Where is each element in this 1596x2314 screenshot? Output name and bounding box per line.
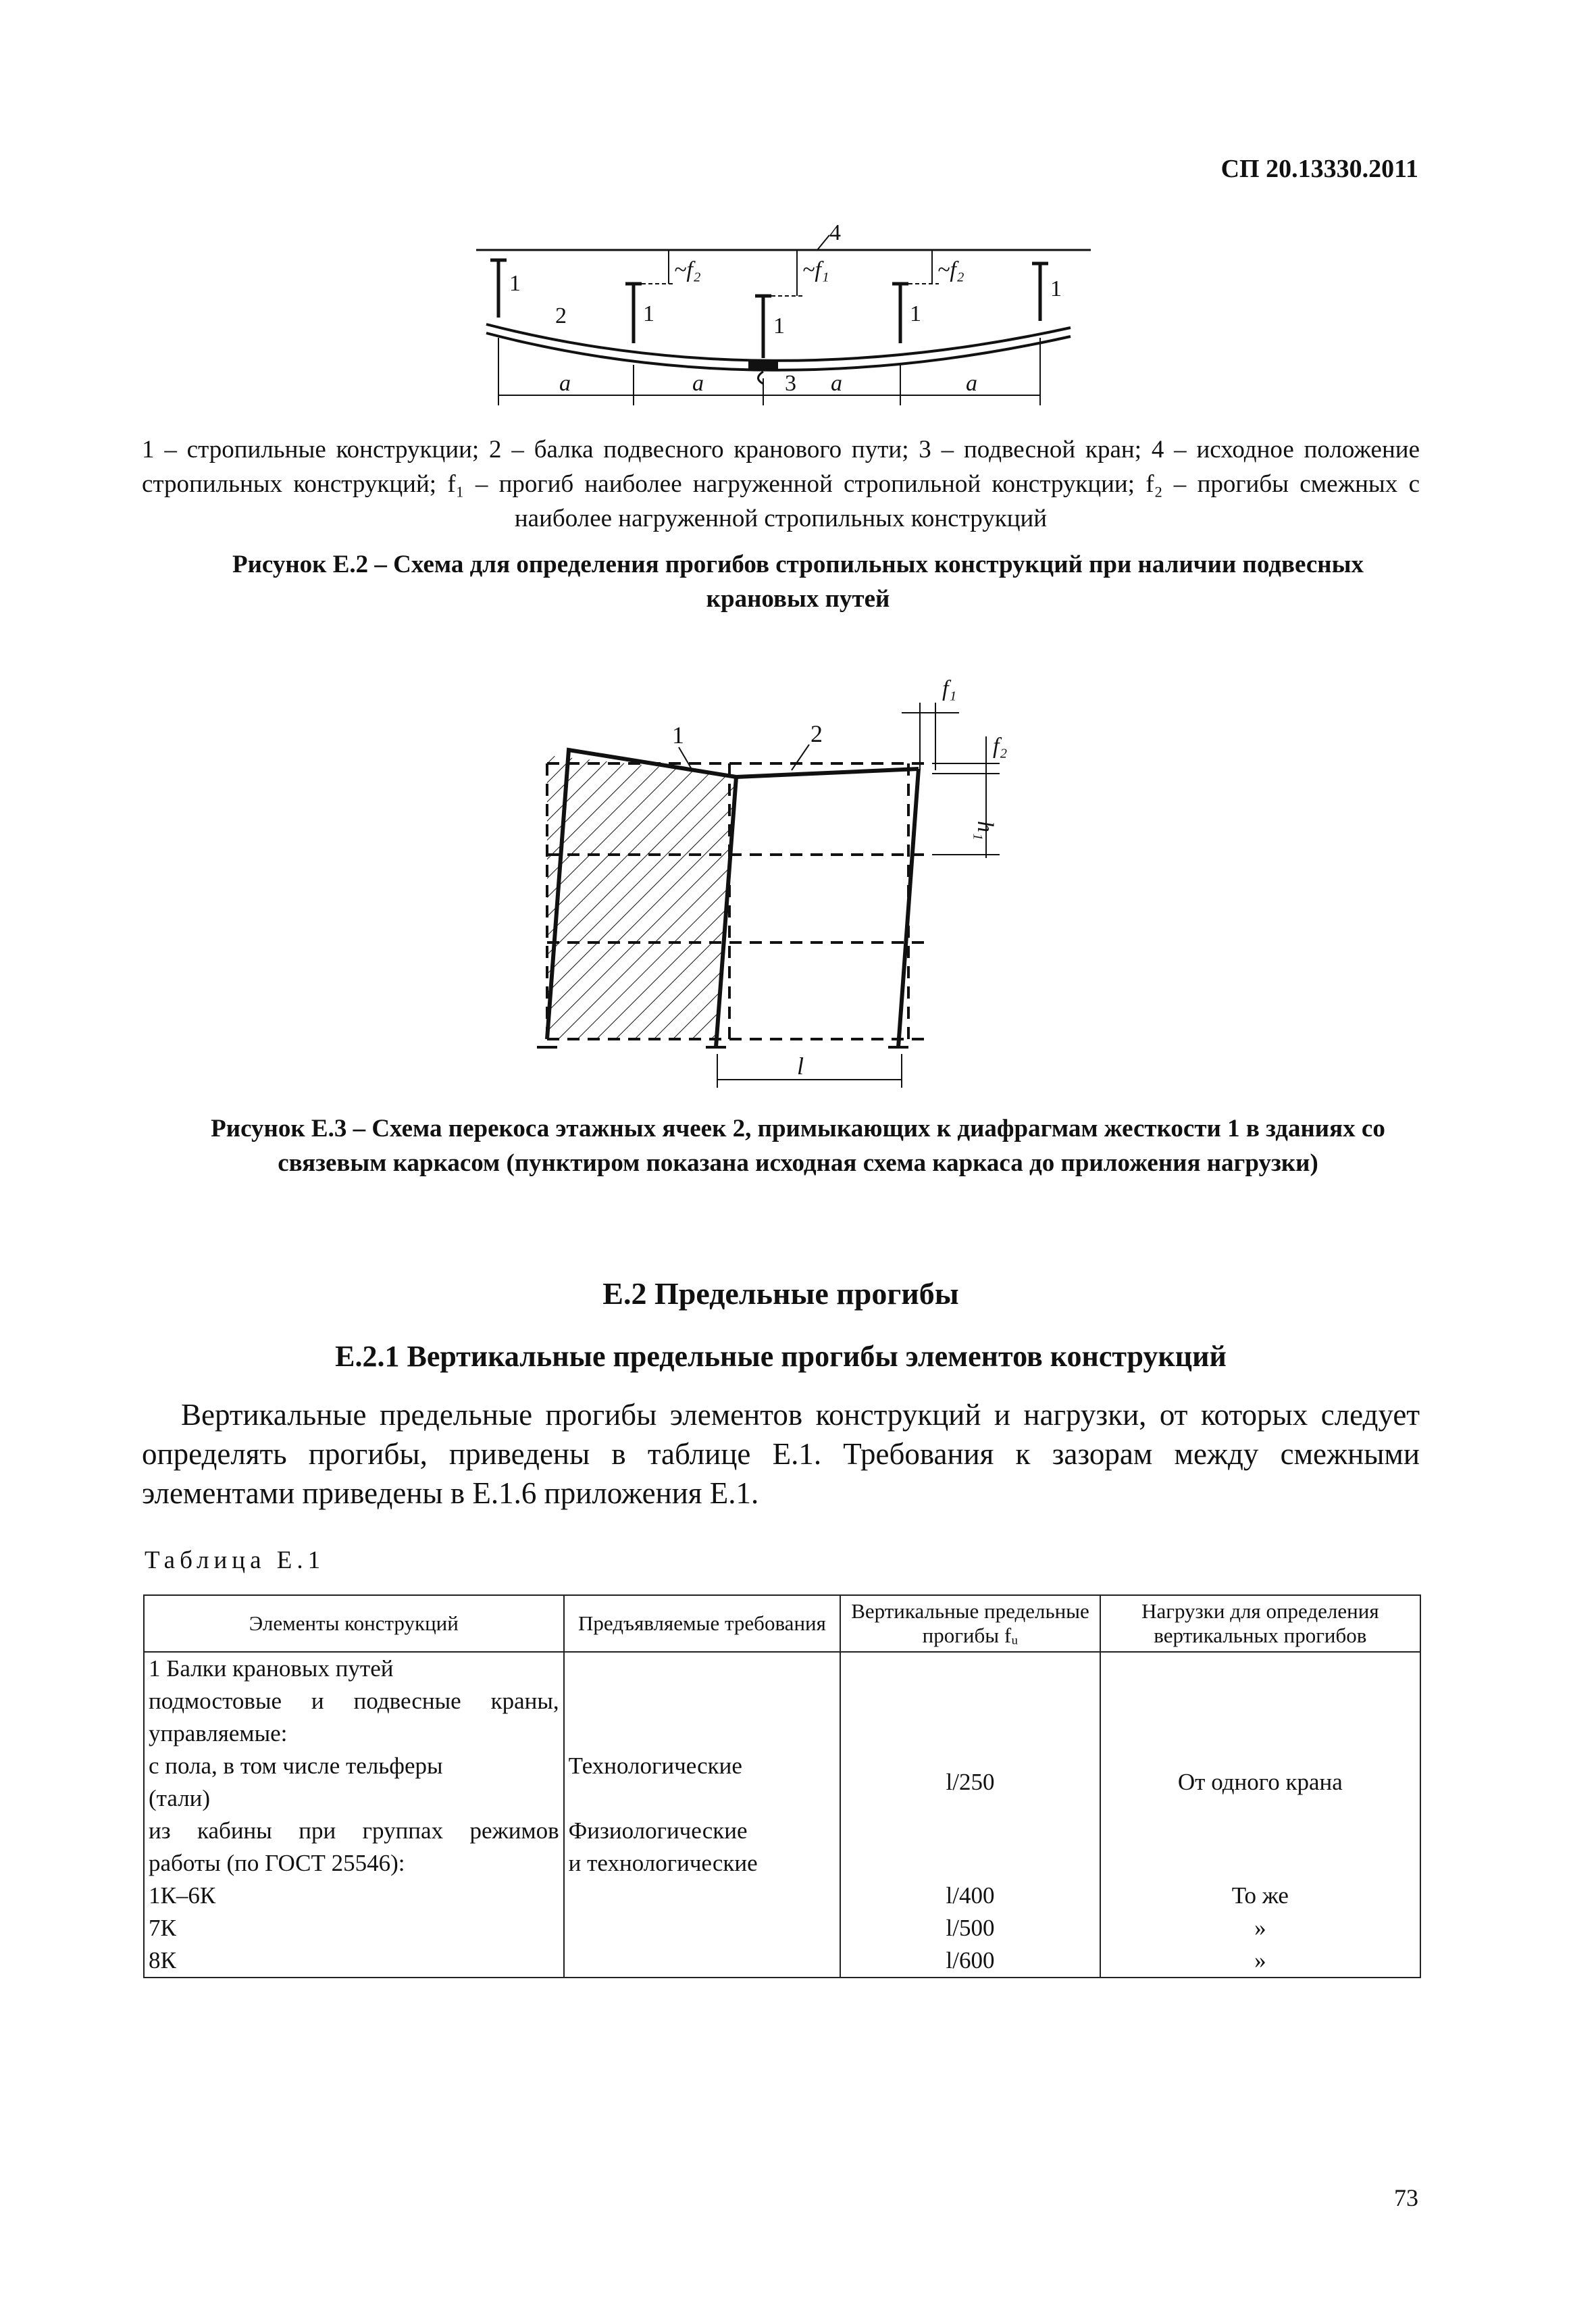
svg-text:1: 1 — [672, 722, 684, 749]
header-requirements: Предъявляемые требования — [564, 1595, 841, 1652]
svg-text:a: a — [831, 371, 842, 396]
svg-text:4: 4 — [829, 220, 841, 245]
svg-text:1: 1 — [643, 301, 654, 326]
header-elements: Элементы конструкций — [144, 1595, 564, 1652]
header-deflections: Вертикальные предельные прогибы fᵤ — [840, 1595, 1100, 1652]
table-header-row — [144, 1595, 1420, 1652]
svg-text:2: 2 — [810, 720, 823, 747]
deflection-table — [143, 1594, 1421, 1978]
crane-block — [748, 361, 778, 371]
svg-text:a: a — [692, 371, 704, 396]
loads-cell: От одного крана То же » » — [1100, 1652, 1420, 1978]
svg-text:l: l — [797, 1053, 804, 1080]
svg-text:a: a — [966, 371, 977, 396]
requirements-cell: Технологические Физиологические и технологические — [564, 1652, 841, 1978]
section-title: Е.2 Предельные прогибы — [602, 1276, 959, 1311]
svg-text:~f₁: ~f₁ — [802, 257, 829, 282]
table-row — [144, 1652, 1420, 1978]
figure-e2-caption: Рисунок Е.2 – Схема для определения прогибов стропильных конструкций при наличии подвесных крановых путей — [232, 551, 1364, 613]
svg-text:1: 1 — [509, 271, 521, 296]
subsection-title: Е.2.1 Вертикальные предельные прогибы элементов конструкций — [335, 1340, 1227, 1373]
figure-e2-diagram — [466, 209, 1101, 419]
page-number: 73 — [1394, 2184, 1418, 2211]
svg-text:1: 1 — [1050, 276, 1062, 301]
svg-text:f₁: f₁ — [942, 676, 957, 701]
document-number: СП 20.13330.2011 — [1220, 155, 1418, 183]
deflections-cell: l/250 l/400 l/500 l/600 — [840, 1652, 1100, 1978]
figure-e2-legend: 1 – стропильные конструкции; 2 – балка подвесного кранового пути; 3 – подвесной кран; 4 – исходное положение стропильных конструкций; f₁ – прогиб наиболее нагруженной стропильной конструкции; f₂ – прогибы смежных с наиболее нагруженной стропильных конструкций — [142, 436, 1420, 532]
svg-text:~f₂: ~f₂ — [937, 257, 964, 282]
svg-text:f₂: f₂ — [993, 734, 1008, 759]
svg-text:3: 3 — [785, 371, 796, 396]
stiffness-diaphragm — [547, 755, 736, 1039]
svg-text:2: 2 — [555, 303, 567, 328]
table-label: Таблица Е.1 — [145, 1546, 326, 1574]
figure-e3-caption: Рисунок Е.3 – Схема перекоса этажных ячеек 2, примыкающих к диафрагмам жесткости 1 в зданиях со связевым каркасом (пунктиром показана исходная схема каркаса до приложения нагрузки) — [211, 1115, 1385, 1177]
body-paragraph: Вертикальные предельные прогибы элементов конструкций и нагрузки, от которых следует определять прогибы, приведены в таблице Е.1. Требования к зазорам между смежными элементами приведены в Е.1.6 приложения Е.1. — [142, 1398, 1420, 1510]
svg-text:1: 1 — [773, 313, 785, 338]
header-loads: Нагрузки для определения вертикальных прогибов — [1100, 1595, 1420, 1652]
svg-text:h₁: h₁ — [973, 821, 998, 840]
svg-text:a: a — [559, 371, 571, 396]
svg-text:1: 1 — [910, 301, 921, 326]
figure-e3-diagram — [527, 669, 1047, 1101]
elements-cell: 1 Балки крановых путей подмостовые и подвесные краны, управляемые: с пола, в том числе тельферы (тали) из кабины при группах режимов работы (по ГОСТ 25546): 1К–6К 7К 8К — [144, 1652, 564, 1978]
svg-text:~f₂: ~f₂ — [674, 257, 701, 282]
